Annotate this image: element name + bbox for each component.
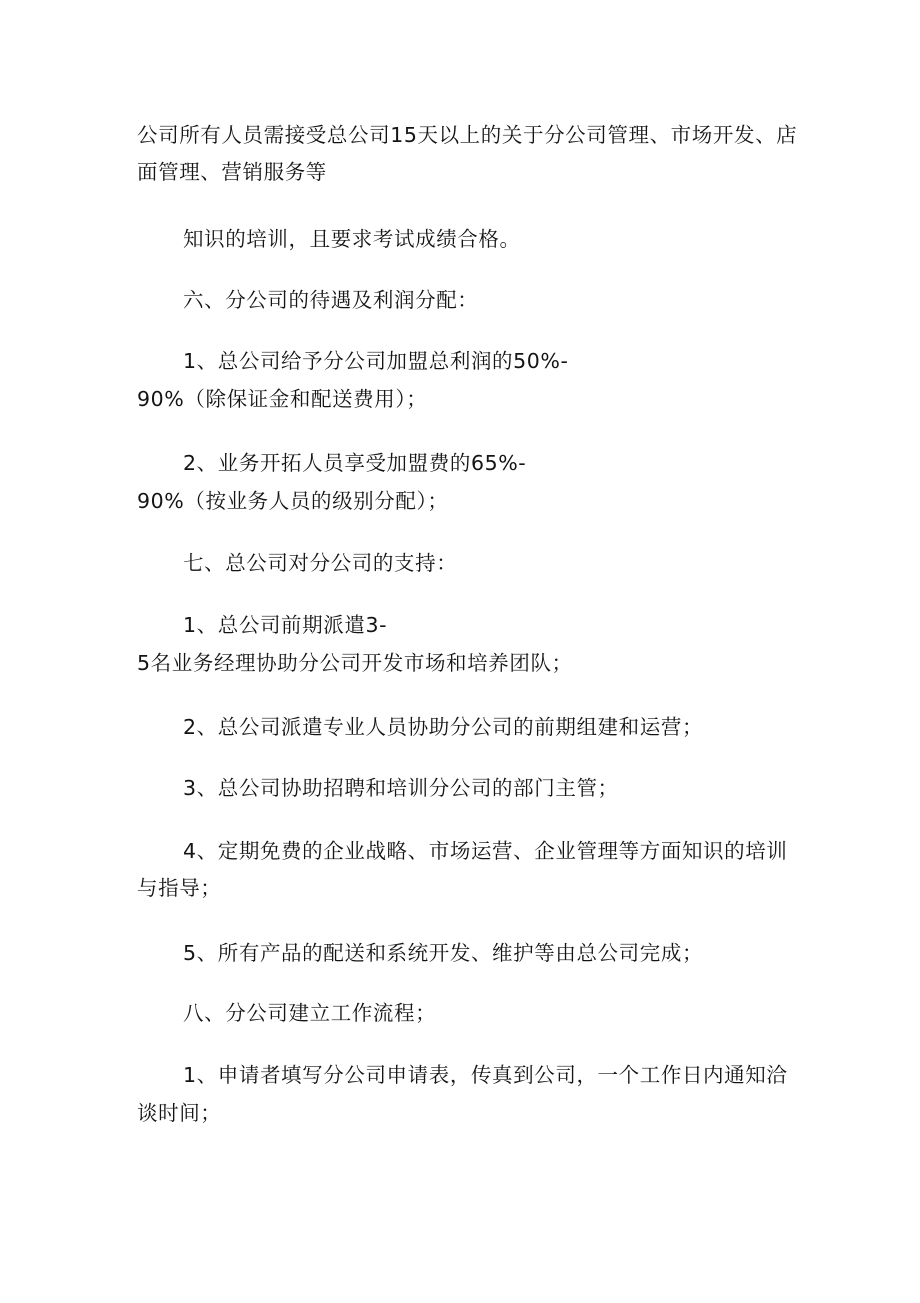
list-item: 4、定期免费的企业战略、市场运营、企业管理等方面知识的培训 xyxy=(183,839,788,863)
section-heading: 八、分公司建立工作流程； xyxy=(183,1001,437,1025)
list-item: 1、申请者填写分公司申请表，传真到公司，一个工作日内通知洽 xyxy=(183,1063,788,1087)
list-item: 2、总公司派遣专业人员协助分公司的前期组建和运营； xyxy=(183,715,704,739)
section-heading: 六、分公司的待遇及利润分配： xyxy=(183,288,479,312)
paragraph-line: 知识的培训，且要求考试成绩合格。 xyxy=(183,227,521,251)
list-item-continuation: 5名业务经理协助分公司开发市场和培养团队； xyxy=(137,651,573,675)
list-item-continuation: 90%（除保证金和配送费用）； xyxy=(137,387,428,411)
list-item-continuation: 与指导； xyxy=(137,876,222,900)
list-item: 1、总公司给予分公司加盟总利润的50%- xyxy=(183,349,569,373)
paragraph-line: 公司所有人员需接受总公司15天以上的关于分公司管理、市场开发、店 xyxy=(137,123,798,147)
list-item-continuation: 90%（按业务人员的级别分配）； xyxy=(137,489,449,513)
list-item: 5、所有产品的配送和系统开发、维护等由总公司完成； xyxy=(183,941,704,965)
list-item: 2、业务开拓人员享受加盟费的65%- xyxy=(183,451,527,475)
section-heading: 七、总公司对分公司的支持： xyxy=(183,551,458,575)
paragraph-line: 面管理、营销服务等 xyxy=(137,160,327,184)
list-item-continuation: 谈时间； xyxy=(137,1101,222,1125)
list-item: 1、总公司前期派遣3- xyxy=(183,613,388,637)
list-item: 3、总公司协助招聘和培训分公司的部门主管； xyxy=(183,776,619,800)
